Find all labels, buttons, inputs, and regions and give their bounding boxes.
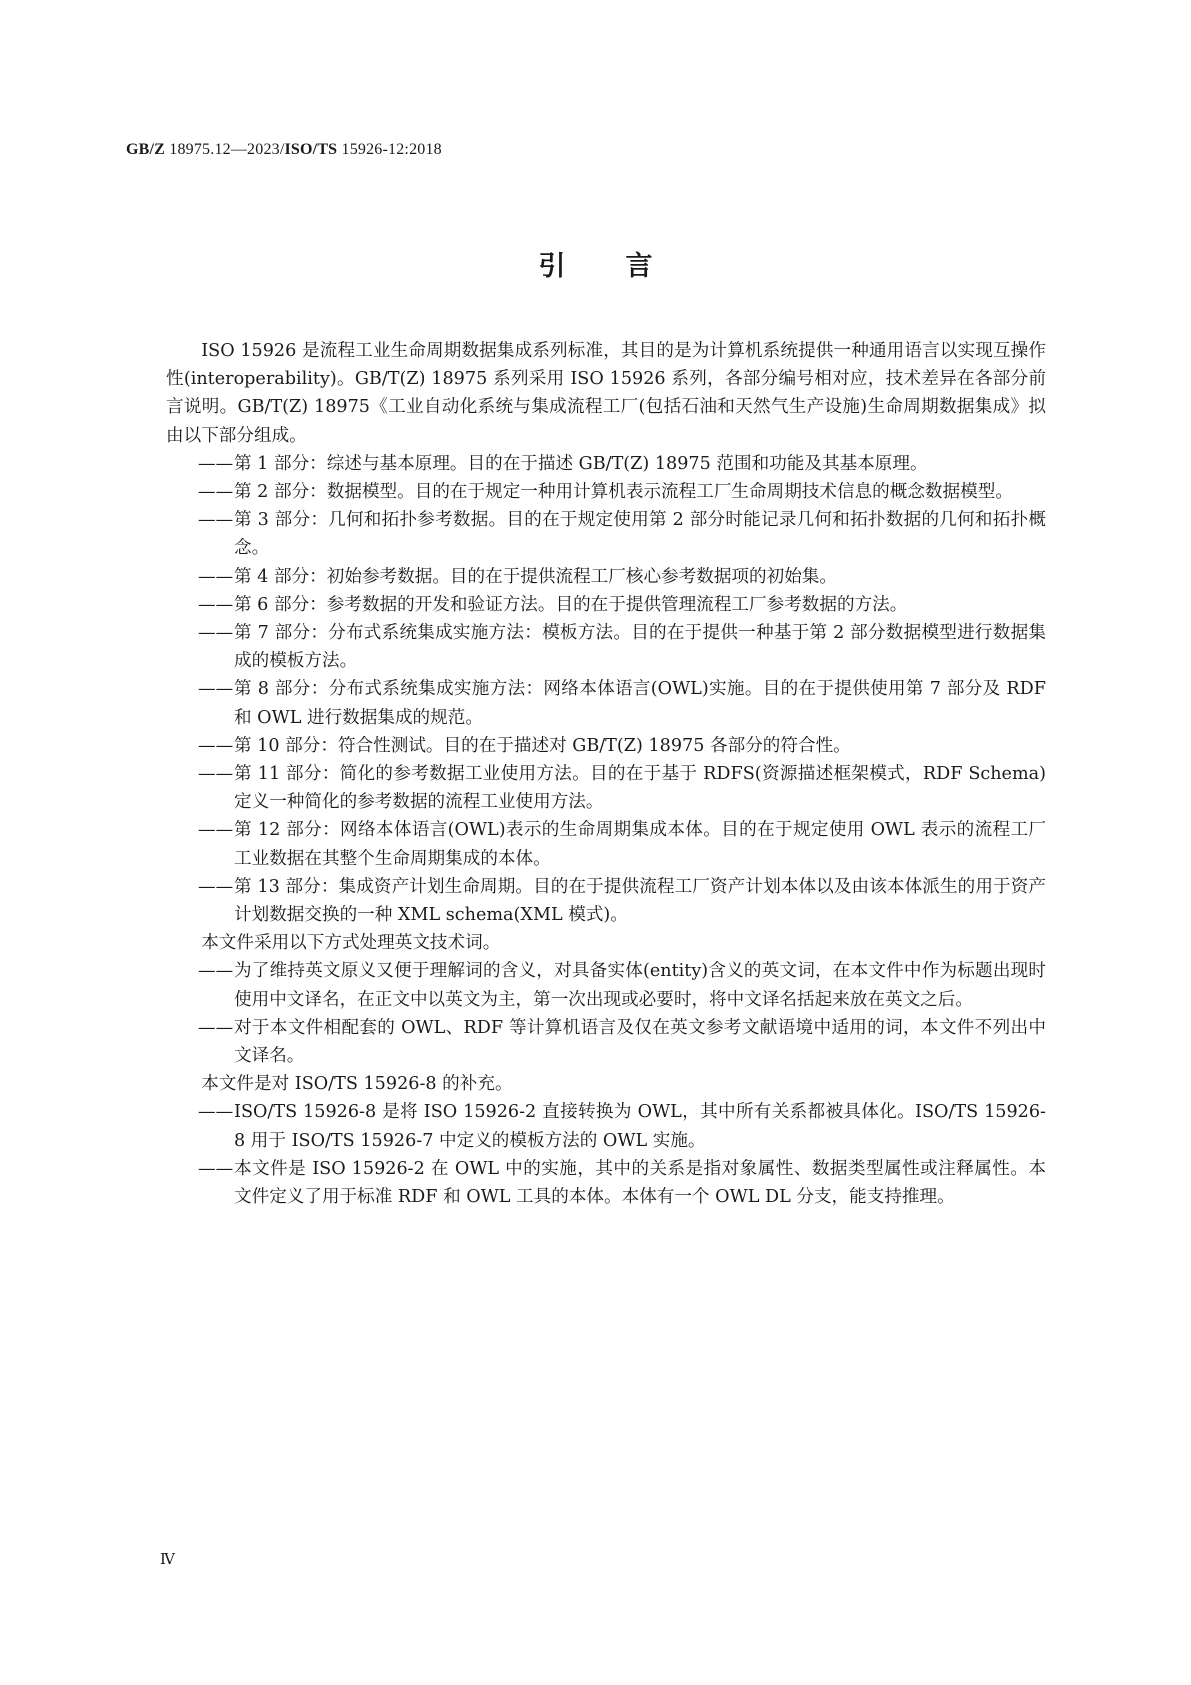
- dash-mark: ——: [198, 594, 234, 615]
- supplement-text: ISO/TS 15926-8 是将 ISO 15926-2 直接转换为 OWL，其中所有关系都被具体化。ISO/TS 15926-8 用于 ISO/TS 15926-7 中定义的模板方法的 OWL 实施。: [234, 1102, 1046, 1151]
- list-item: [166, 619, 1046, 675]
- terms-heading: 本文件采用以下方式处理英文技术词。: [201, 933, 501, 954]
- list-item: [166, 760, 1046, 816]
- dash-mark: ——: [198, 453, 234, 474]
- list-item: [166, 506, 1046, 562]
- list-item: [166, 957, 1046, 1013]
- dash-mark: ——: [198, 1158, 234, 1179]
- list-item: [166, 873, 1046, 929]
- term-text: 为了维持英文原义又便于理解词的含义，对具备实体(entity)含义的英文词，在本文件中作为标题出现时使用中文译名，在正文中以英文为主，第一次出现或必要时，将中文译名括起来放在英文之后。: [234, 961, 1046, 1010]
- dash-mark: ——: [198, 764, 234, 785]
- dash-mark: ——: [198, 566, 234, 587]
- dash-mark: ——: [198, 735, 234, 756]
- part-text: 第 7 部分：分布式系统集成实施方法：模板方法。目的在于提供一种基于第 2 部分数据模型进行数据集成的模板方法。: [234, 623, 1046, 672]
- list-item: [166, 1155, 1046, 1211]
- document-header: [126, 141, 442, 159]
- list-item: [166, 591, 1046, 619]
- dash-mark: ——: [198, 961, 234, 982]
- parts-list: [166, 450, 1046, 929]
- part-text: 第 12 部分：网络本体语言(OWL)表示的生命周期集成本体。目的在于规定使用 OWL 表示的流程工厂工业数据在其整个生命周期集成的本体。: [234, 820, 1046, 869]
- part-text: 第 2 部分：数据模型。目的在于规定一种用计算机表示流程工厂生命周期技术信息的概念数据模型。: [234, 482, 1013, 503]
- header-number: 18975.12—2023/: [169, 141, 285, 158]
- header-iso-number: 15926-12:2018: [341, 141, 442, 158]
- dash-mark: ——: [198, 820, 234, 841]
- list-item: [166, 1014, 1046, 1070]
- part-text: 第 10 部分：符合性测试。目的在于描述对 GB/T(Z) 18975 各部分的符合性。: [234, 735, 851, 756]
- dash-mark: ——: [198, 1102, 234, 1123]
- intro-paragraph: ISO 15926 是流程工业生命周期数据集成系列标准，其目的是为计算机系统提供一种通用语言以实现互操作性(interoperability)。GB/T(Z) 18975 系列采用 ISO 15926 系列，各部分编号相对应，技术差异在各部分前言说明。GB/T(Z) 18975《工业自动化系统与集成流程工厂(包括石油和天然气生产设施)生命周期数据集成》拟由以下部分组成。: [166, 341, 1046, 446]
- list-item: [166, 816, 1046, 872]
- supplement-heading: 本文件是对 ISO/TS 15926-8 的补充。: [201, 1074, 513, 1095]
- list-item: [166, 732, 1046, 760]
- term-text: 对于本文件相配套的 OWL、RDF 等计算机语言及仅在英文参考文献语境中适用的词，本文件不列出中文译名。: [234, 1017, 1046, 1067]
- part-text: 第 1 部分：综述与基本原理。目的在于描述 GB/T(Z) 18975 范围和功能及其基本原理。: [234, 453, 928, 474]
- list-item: [166, 563, 1046, 591]
- part-text: 第 4 部分：初始参考数据。目的在于提供流程工厂核心参考数据项的初始集。: [234, 566, 837, 587]
- header-gb-code: GB/Z: [126, 141, 166, 158]
- list-item: [166, 450, 1046, 478]
- dash-mark: ——: [198, 679, 234, 700]
- terms-list: [166, 957, 1046, 1070]
- page-title: 引言: [538, 251, 713, 282]
- dash-mark: ——: [198, 510, 234, 531]
- document-body: [166, 337, 1046, 1211]
- supplement-text: 本文件是 ISO 15926-2 在 OWL 中的实施，其中的关系是指对象属性、数据类型属性或注释属性。本文件定义了用于标准 RDF 和 OWL 工具的本体。本体有一个 OWL DL 分支，能支持推理。: [234, 1158, 1046, 1208]
- header-iso: ISO/TS: [284, 141, 338, 158]
- page-number: Ⅳ: [160, 1552, 175, 1568]
- dash-mark: ——: [198, 876, 234, 897]
- list-item: [166, 1098, 1046, 1154]
- dash-mark: ——: [198, 1017, 234, 1038]
- list-item: [166, 675, 1046, 731]
- list-item: [166, 478, 1046, 506]
- dash-mark: ——: [198, 482, 234, 503]
- supplement-list: [166, 1098, 1046, 1211]
- part-text: 第 3 部分：几何和拓扑参考数据。目的在于规定使用第 2 部分时能记录几何和拓扑数据的几何和拓扑概念。: [234, 510, 1046, 559]
- part-text: 第 8 部分：分布式系统集成实施方法：网络本体语言(OWL)实施。目的在于提供使用第 7 部分及 RDF 和 OWL 进行数据集成的规范。: [234, 679, 1046, 728]
- part-text: 第 11 部分：简化的参考数据工业使用方法。目的在于基于 RDFS(资源描述框架模式，RDF Schema)定义一种简化的参考数据的流程工业使用方法。: [234, 764, 1046, 813]
- part-text: 第 6 部分：参考数据的开发和验证方法。目的在于提供管理流程工厂参考数据的方法。: [234, 594, 908, 615]
- part-text: 第 13 部分：集成资产计划生命周期。目的在于提供流程工厂资产计划本体以及由该本体派生的用于资产计划数据交换的一种 XML schema(XML 模式)。: [234, 876, 1046, 926]
- dash-mark: ——: [198, 623, 234, 644]
